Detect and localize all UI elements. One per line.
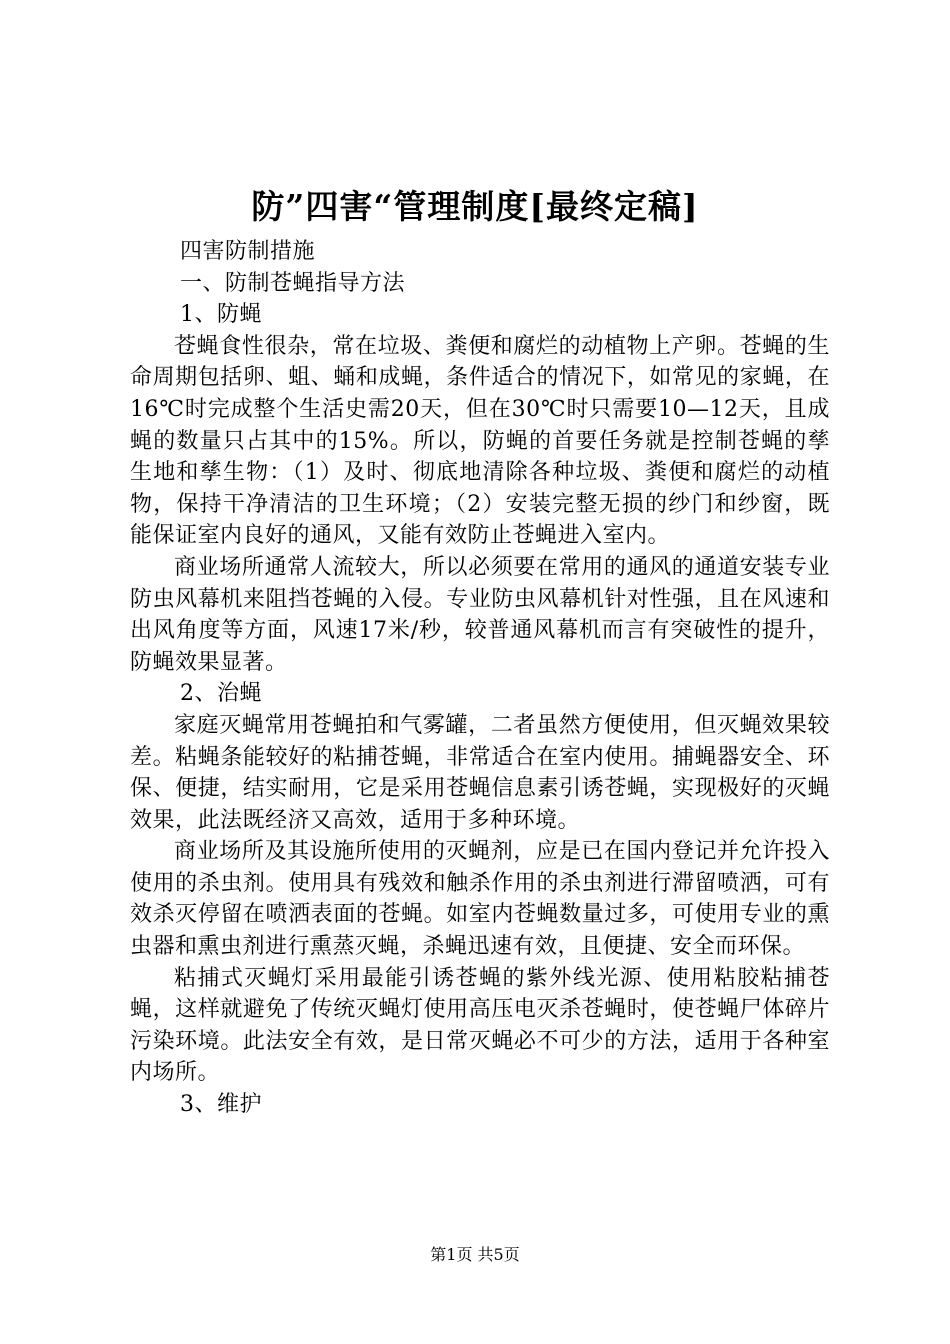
body-paragraph: 商业场所及其设施所使用的灭蝇剂，应是已在国内登记并允许投入使用的杀虫剂。使用具有残效和触杀作用的杀虫剂进行滞留喷洒，可有效杀灭停留在喷洒表面的苍蝇。如室内苍蝇数量过多，可使用专业的熏虫器和熏虫剂进行熏蒸灭蝇，杀蝇迅速有效，且便捷、安全而环保。 bbox=[130, 839, 830, 960]
body-paragraph: 家庭灭蝇常用苍蝇拍和气雾罐，二者虽然方便使用，但灭蝇效果较差。粘蝇条能较好的粘捕苍蝇，非常适合在室内使用。捕蝇器安全、环保、便捷，结实耐用，它是采用苍蝇信息素引诱苍蝇，实现极好的灭蝇效果，此法既经济又高效，适用于多种环境。 bbox=[130, 712, 830, 833]
document-title: 防”四害“管理制度[最终定稿] bbox=[251, 187, 699, 226]
section-heading: 一、防制苍蝇指导方法 bbox=[180, 270, 406, 296]
subsection-heading: 3、维护 bbox=[180, 1092, 262, 1118]
body-paragraph: 粘捕式灭蝇灯采用最能引诱苍蝇的紫外线光源、使用粘胶粘捕苍蝇，这样就避免了传统灭蝇灯使用高压电灭杀苍蝇时，使苍蝇尸体碎片污染环境。此法安全有效，是日常灭蝇必不可少的方法，适用于各种室内场所。 bbox=[130, 965, 830, 1086]
section-heading: 四害防制措施 bbox=[180, 239, 316, 264]
page-footer: 第1页 共5页 bbox=[430, 1245, 520, 1264]
subsection-heading: 1、防蝇 bbox=[180, 302, 262, 328]
body-paragraph: 苍蝇食性很杂，常在垃圾、粪便和腐烂的动植物上产卵。苍蝇的生命周期包括卵、蛆、蛹和成蝇，条件适合的情况下，如常见的家蝇，在16℃时完成整个生活史需20天，但在30℃时只需要10—12天，且成蝇的数量只占其中的15%。所以，防蝇的首要任务就是控制苍蝇的孳生地和孳生物：（1）及时、彻底地清除各种垃圾、粪便和腐烂的动植物，保持干净清洁的卫生环境；（2）安装完整无损的纱门和纱窗，既能保证室内良好的通风，又能有效防止苍蝇进入室内。 bbox=[130, 333, 830, 549]
document-body bbox=[130, 236, 830, 1121]
subsection-heading: 2、治蝇 bbox=[180, 681, 262, 707]
body-paragraph: 商业场所通常人流较大，所以必须要在常用的通风的通道安装专业防虫风幕机来阻挡苍蝇的入侵。专业防虫风幕机针对性强，且在风速和出风角度等方面，风速17米/秒，较普通风幕机而言有突破性的提升，防蝇效果显著。 bbox=[130, 554, 830, 675]
